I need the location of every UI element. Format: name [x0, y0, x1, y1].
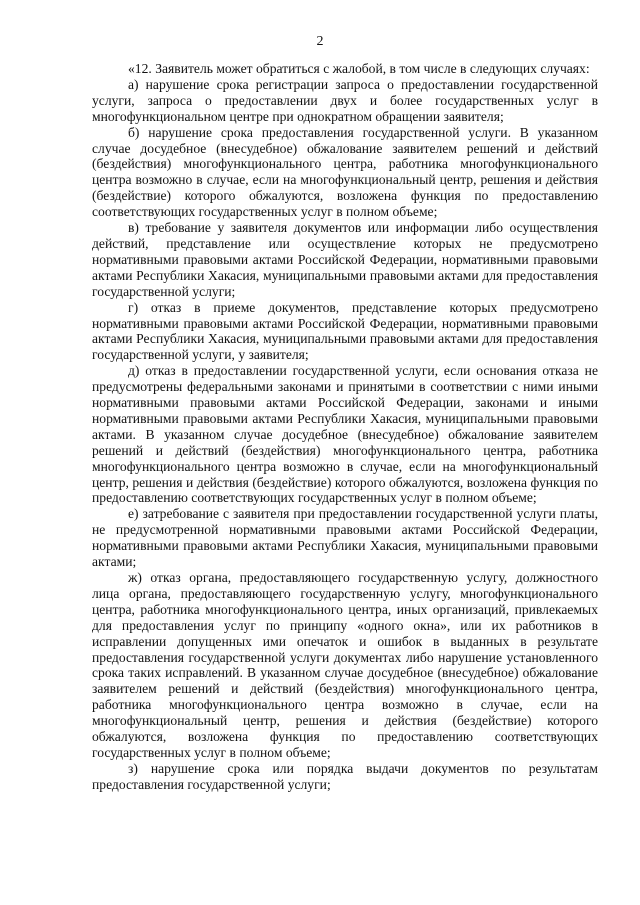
document-body [92, 61, 598, 793]
page-number: 2 [316, 34, 324, 49]
paragraph-subitem-d: д) отказ в предоставлении государственной услуги, если основания отказа не предусмотрены федеральными законами и принятыми в соответствии с ними иными нормативными правовыми актами Российской Федерации, законами и иными нормативными правовыми актами Республики Хакасия, муниципальными правовыми актами. В указанном случае досудебное (внесудебное) обжалование заявителем решений и действий (бездействия) многофункционального центра, работника многофункционального центра возможно в случае, если на многофункциональный центр, решения и действия (бездействие) которого обжалуются, возложена функция по предоставлению соответствующих государственных услуг в полном объеме; [92, 363, 598, 506]
paragraph-subitem-zh: ж) отказ органа, предоставляющего государственную услугу, должностного лица органа, предоставляющего государственную услугу, многофункционального центра, работника многофункционального центра, иных организаций, привлекаемых для предоставления услуг по принципу «одного окна», или их работников в исправлении допущенных ими опечаток и ошибок в выданных в результате предоставления государственной услуги документах либо нарушение установленного срока таких исправлений. В указанном случае досудебное (внесудебное) обжалование заявителем решений и действий (бездействия) многофункционального центра, работника многофункционального центра возможно в случае, если на многофункциональный центр, решения и действия (бездействие) которого обжалуются, возложена функция по предоставлению соответствующих государственных услуг в полном объеме; [92, 570, 598, 760]
paragraph-subitem-v: в) требование у заявителя документов или информации либо осуществления действий, представление или осуществление которых не предусмотрено нормативными правовыми актами Российской Федерации, нормативными правовыми актами Республики Хакасия, муниципальными правовыми актами для предоставления государственной услуги; [92, 220, 598, 299]
paragraph-subitem-b: б) нарушение срока предоставления государственной услуги. В указанном случае досудебное (внесудебное) обжалование заявителем решений и действий (бездействия) многофункционального центра, работника многофункционального центра возможно в случае, если на многофункциональный центр, решения и действия (бездействие) которого обжалуются, возложена функция по предоставлению соответствующих государственных услуг в полном объеме; [92, 124, 598, 220]
paragraph-item-12-intro: «12. Заявитель может обратиться с жалобой, в том числе в следующих случаях: [128, 61, 590, 76]
paragraph-subitem-g: г) отказ в приеме документов, представление которых предусмотрено нормативными правовыми актами Российской Федерации, нормативными правовыми актами Республики Хакасия, муниципальными правовыми актами для предоставления государственной услуги, у заявителя; [92, 299, 598, 363]
paragraph-subitem-z: з) нарушение срока или порядка выдачи документов по результатам предоставления государственной услуги; [92, 760, 598, 792]
paragraph-subitem-a: а) нарушение срока регистрации запроса о предоставлении государственной услуги, запроса о предоставлении двух и более государственных услуг в многофункциональном центре при однократном обращении заявителя; [92, 76, 598, 124]
paragraph-subitem-e: е) затребование с заявителя при предоставлении государственной услуги платы, не предусмотренной нормативными правовыми актами Российской Федерации, нормативными правовыми актами Республики Хакасия, муниципальными правовыми актами; [92, 506, 598, 570]
